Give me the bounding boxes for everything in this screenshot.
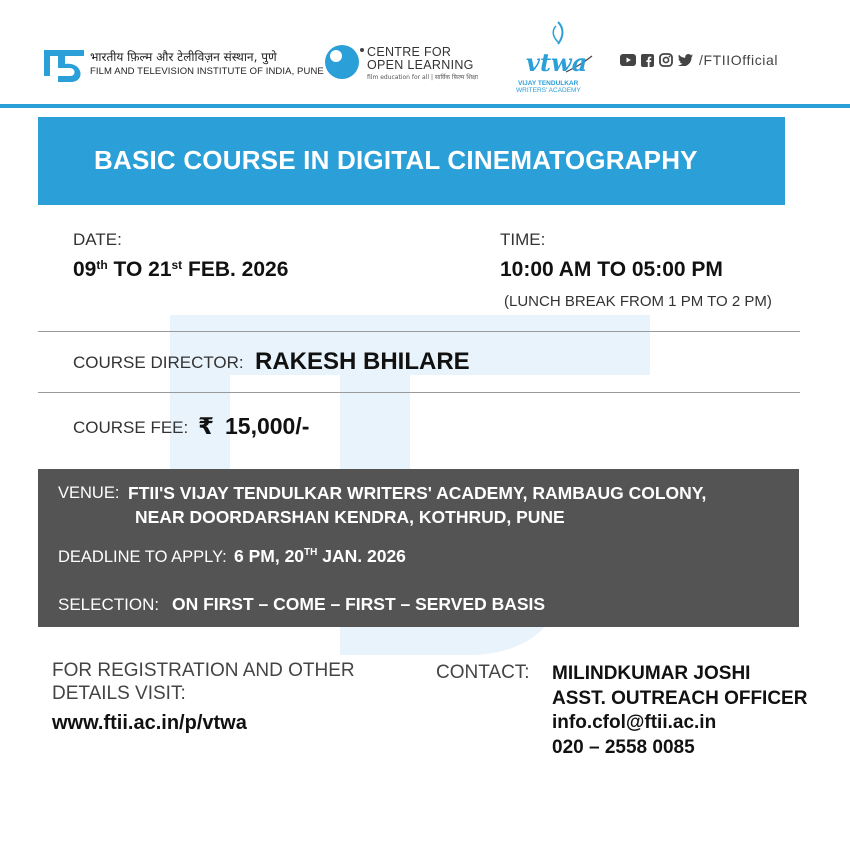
- youtube-icon[interactable]: [620, 52, 636, 68]
- director-name: RAKESH BHILARE: [255, 348, 470, 375]
- divider: [38, 331, 800, 332]
- cfol-line1: CENTRE FOR: [367, 45, 452, 59]
- venue-label: VENUE:: [58, 484, 120, 502]
- vtwa-logo: [512, 20, 597, 94]
- contact-details: [552, 662, 807, 760]
- twitter-icon[interactable]: [677, 52, 693, 68]
- cfol-logo-icon: [324, 42, 364, 80]
- fee-label: COURSE FEE:: [73, 418, 189, 437]
- venue-line1: FTII'S VIJAY TENDULKAR WRITERS' ACADEMY, RAMBAUG COLONY,: [128, 483, 707, 503]
- venue-panel: [38, 469, 799, 627]
- cfol-tagline: film education for all | सार्विक फ़िल्म शिक्षा: [367, 74, 478, 81]
- ftii-name: [90, 50, 324, 78]
- selection-label: SELECTION:: [58, 595, 160, 614]
- time-value: 10:00 AM TO 05:00 PM: [500, 258, 723, 281]
- deadline-value: 6 PM, 20TH JAN. 2026: [234, 546, 406, 566]
- rupee-icon: ₹: [198, 413, 215, 439]
- contact-name: MILINDKUMAR JOSHI: [552, 663, 751, 684]
- ftii-logo-icon: [44, 44, 84, 86]
- course-title: BASIC COURSE IN DIGITAL CINEMATOGRAPHY: [94, 145, 698, 175]
- divider: [38, 392, 800, 393]
- deadline-label: DEADLINE TO APPLY:: [58, 548, 227, 566]
- header-divider: [0, 104, 850, 108]
- contact-role: ASST. OUTREACH OFFICER: [552, 687, 808, 709]
- contact-label: CONTACT:: [436, 662, 530, 683]
- contact-email[interactable]: info.cfol@ftii.ac.in: [552, 712, 717, 733]
- registration-line2: DETAILS VISIT:: [52, 683, 186, 704]
- date-label: DATE:: [73, 230, 122, 249]
- social-links: [620, 52, 778, 68]
- cfol-line2: OPEN LEARNING: [367, 58, 474, 72]
- lunch-note: (LUNCH BREAK FROM 1 PM TO 2 PM): [504, 293, 772, 310]
- cfol-name: [367, 46, 478, 82]
- director-label: COURSE DIRECTOR:: [73, 353, 244, 372]
- registration-line1: FOR REGISTRATION AND OTHER: [52, 660, 355, 681]
- social-handle: /FTIIOfficial: [699, 52, 779, 68]
- selection-value: ON FIRST – COME – FIRST – SERVED BASIS: [172, 594, 546, 614]
- registration-info: [52, 659, 355, 738]
- ftii-english-name: FILM AND TELEVISION INSTITUTE OF INDIA, PUNE: [90, 66, 324, 77]
- vtwa-sub: WRITERS' ACADEMY: [516, 87, 581, 94]
- vtwa-wordmark: vtwa: [526, 48, 588, 77]
- date-value: 09th TO 21st FEB. 2026: [73, 258, 289, 281]
- contact-phone[interactable]: 020 – 2558 0085: [552, 736, 695, 758]
- registration-url[interactable]: www.ftii.ac.in/p/vtwa: [52, 712, 247, 734]
- header: [0, 0, 850, 108]
- fee-value: 15,000/-: [225, 413, 310, 439]
- instagram-icon[interactable]: [658, 52, 674, 68]
- time-label: TIME:: [500, 230, 546, 249]
- ftii-hindi-name: भारतीय फ़िल्म और टेलीविज़न संस्थान, पुणे: [90, 50, 277, 64]
- vtwa-name: VIJAY TENDULKAR: [518, 80, 579, 87]
- title-banner: [38, 117, 785, 205]
- facebook-icon[interactable]: [639, 52, 655, 68]
- venue-line2: NEAR DOORDARSHAN KENDRA, KOTHRUD, PUNE: [135, 507, 565, 527]
